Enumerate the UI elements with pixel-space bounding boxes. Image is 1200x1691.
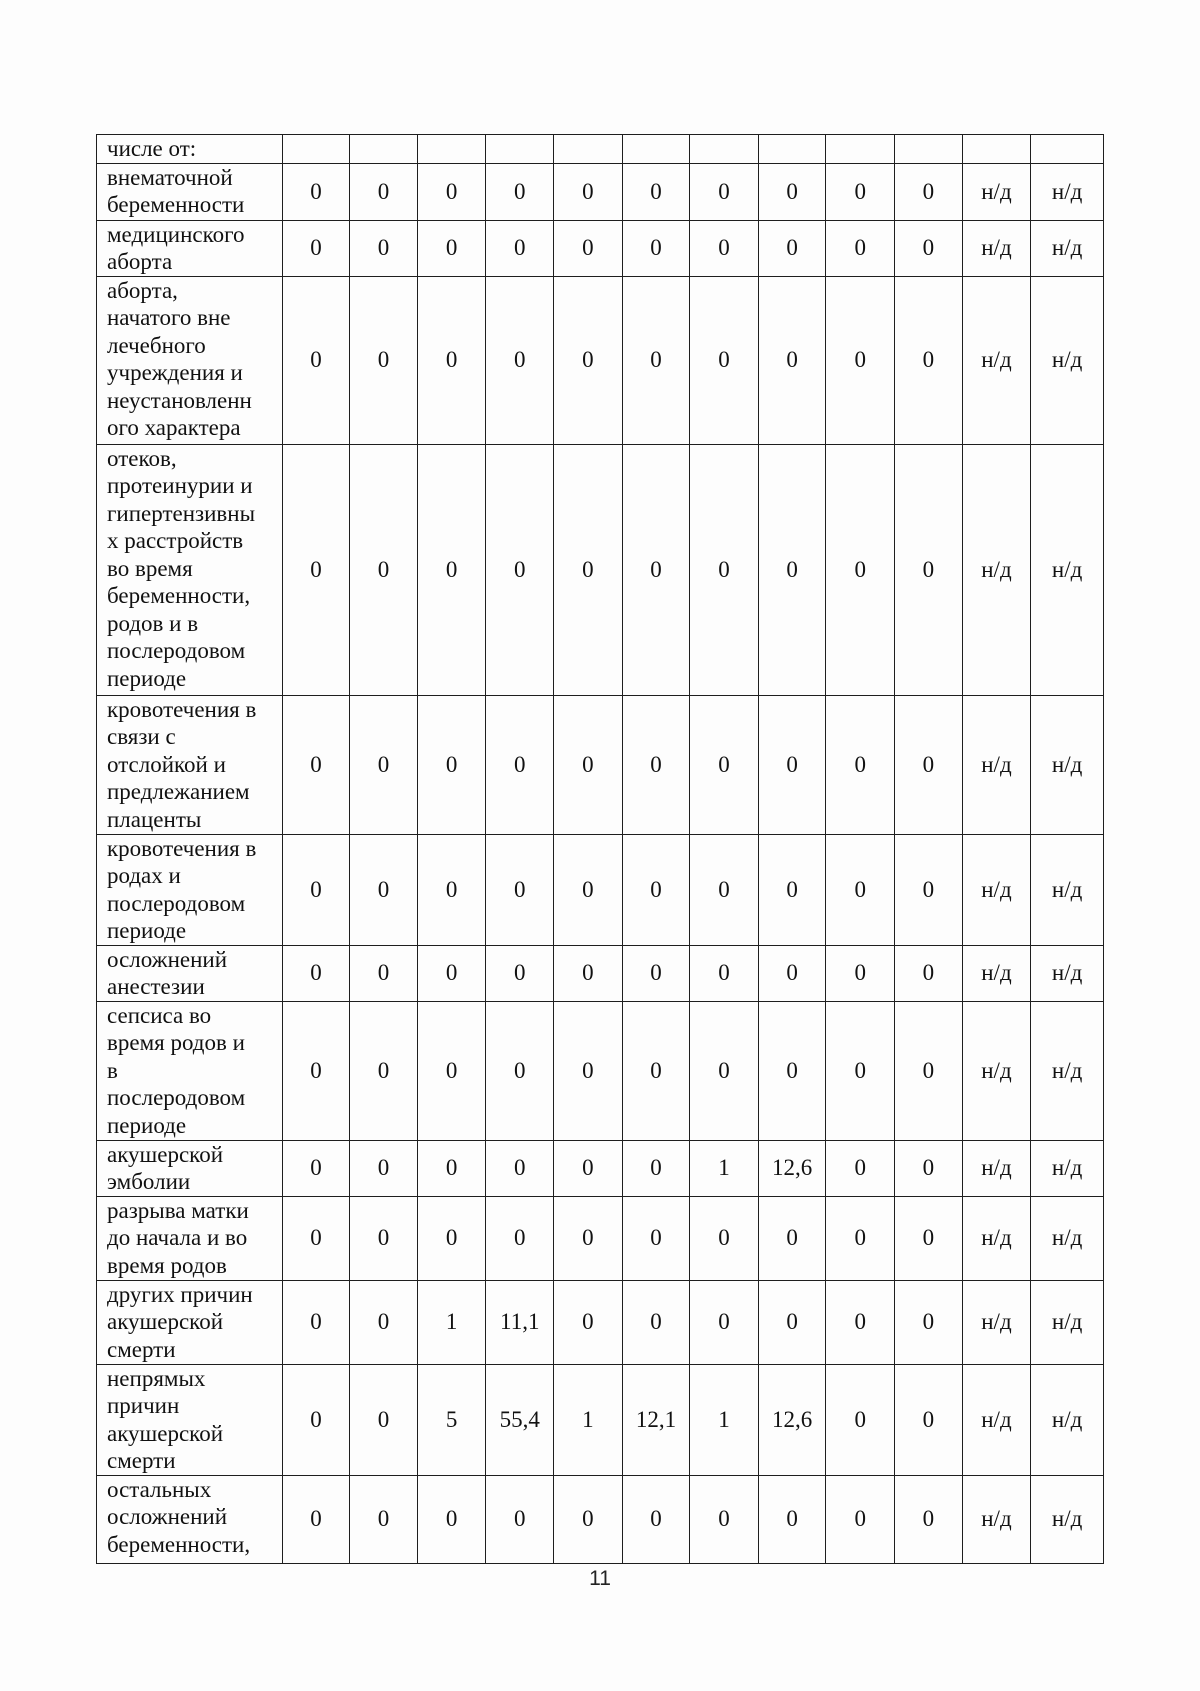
table-cell: 1 bbox=[690, 1364, 759, 1475]
table-cell: 1 bbox=[554, 1364, 623, 1475]
row-label: разрыва матки до начала и во время родов bbox=[97, 1196, 283, 1280]
table-cell: 0 bbox=[417, 1001, 486, 1140]
table-cell: 0 bbox=[622, 444, 690, 695]
table-cell: 0 bbox=[895, 945, 963, 1001]
table-cell: 0 bbox=[690, 834, 759, 945]
table-row bbox=[97, 945, 1104, 1001]
table-cell: 0 bbox=[622, 1196, 690, 1280]
table-cell: 0 bbox=[895, 444, 963, 695]
table-cell: н/д bbox=[962, 220, 1031, 276]
row-label: сепсиса во время родов и в послеродовом периоде bbox=[97, 1001, 283, 1140]
table-cell: 0 bbox=[282, 1140, 350, 1196]
table-row bbox=[97, 834, 1104, 945]
table-cell: 0 bbox=[895, 1475, 963, 1563]
table-cell: н/д bbox=[962, 1280, 1031, 1364]
table-cell: н/д bbox=[962, 695, 1031, 834]
table-cell: 0 bbox=[895, 1140, 963, 1196]
row-label: остальных осложнений беременности, bbox=[97, 1475, 283, 1563]
table-cell: 0 bbox=[895, 1196, 963, 1280]
table-cell: 0 bbox=[690, 1475, 759, 1563]
table-cell: 0 bbox=[622, 834, 690, 945]
table-cell: 0 bbox=[282, 1196, 350, 1280]
table-cell: 0 bbox=[690, 1280, 759, 1364]
table-cell: н/д bbox=[1031, 163, 1104, 220]
table-cell: н/д bbox=[962, 1475, 1031, 1563]
table-cell: 0 bbox=[350, 834, 418, 945]
table-body bbox=[97, 135, 1104, 1564]
table-row bbox=[97, 1140, 1104, 1196]
table-cell: 0 bbox=[417, 1475, 486, 1563]
table-cell: н/д bbox=[1031, 220, 1104, 276]
table-cell bbox=[622, 135, 690, 164]
table-cell: 0 bbox=[350, 1280, 418, 1364]
table-cell: н/д bbox=[962, 276, 1031, 444]
table-cell: 0 bbox=[690, 220, 759, 276]
table-cell: 55,4 bbox=[486, 1364, 554, 1475]
table-cell: 0 bbox=[895, 276, 963, 444]
table-cell: 0 bbox=[486, 1196, 554, 1280]
table-cell: 0 bbox=[350, 1364, 418, 1475]
table-cell: 1 bbox=[417, 1280, 486, 1364]
table-cell: 0 bbox=[826, 945, 895, 1001]
row-label: медицинского аборта bbox=[97, 220, 283, 276]
table-cell: 12,1 bbox=[622, 1364, 690, 1475]
table-cell: 0 bbox=[417, 276, 486, 444]
row-label: непрямых причин акушерской смерти bbox=[97, 1364, 283, 1475]
table-cell: 0 bbox=[826, 1280, 895, 1364]
table-cell: 0 bbox=[758, 276, 826, 444]
table-cell: 0 bbox=[350, 1475, 418, 1563]
table-cell: н/д bbox=[1031, 444, 1104, 695]
table-cell: 0 bbox=[895, 695, 963, 834]
table-cell: 0 bbox=[758, 695, 826, 834]
table-cell: н/д bbox=[962, 1140, 1031, 1196]
table-cell: 0 bbox=[826, 834, 895, 945]
table-cell: 0 bbox=[350, 1140, 418, 1196]
table-cell: 0 bbox=[417, 1196, 486, 1280]
table-row bbox=[97, 444, 1104, 695]
table-cell bbox=[554, 135, 623, 164]
table-cell: н/д bbox=[1031, 1196, 1104, 1280]
table-cell: 0 bbox=[622, 220, 690, 276]
table-cell: 0 bbox=[554, 1196, 623, 1280]
table-cell: 0 bbox=[554, 834, 623, 945]
table-cell: 0 bbox=[895, 1001, 963, 1140]
table-cell: 0 bbox=[486, 163, 554, 220]
table-cell: 0 bbox=[417, 1140, 486, 1196]
table-cell: 0 bbox=[554, 1001, 623, 1140]
table-cell: 0 bbox=[486, 834, 554, 945]
table-cell: 0 bbox=[690, 444, 759, 695]
table-cell: н/д bbox=[962, 834, 1031, 945]
row-label: внематочной беременности bbox=[97, 163, 283, 220]
table-cell: 0 bbox=[895, 834, 963, 945]
page-number: 11 bbox=[589, 1567, 611, 1590]
table-cell: 0 bbox=[622, 1001, 690, 1140]
table-cell: 0 bbox=[350, 1196, 418, 1280]
table-cell: 0 bbox=[622, 1140, 690, 1196]
table-cell: 0 bbox=[417, 220, 486, 276]
table-cell: 0 bbox=[758, 220, 826, 276]
table-cell: 0 bbox=[486, 444, 554, 695]
table-cell: 0 bbox=[350, 220, 418, 276]
row-label: аборта, начатого вне лечебного учреждения и неустановленн ого характера bbox=[97, 276, 283, 444]
table-cell bbox=[1031, 135, 1104, 164]
table-cell: 0 bbox=[690, 1001, 759, 1140]
table-cell: 0 bbox=[622, 945, 690, 1001]
table-cell: 0 bbox=[690, 695, 759, 834]
table-row bbox=[97, 1280, 1104, 1364]
table-cell: 0 bbox=[350, 695, 418, 834]
table-cell: 0 bbox=[486, 945, 554, 1001]
table-cell: 0 bbox=[826, 444, 895, 695]
table-cell: 0 bbox=[282, 834, 350, 945]
table-row bbox=[97, 1364, 1104, 1475]
table-cell bbox=[758, 135, 826, 164]
table-cell: н/д bbox=[1031, 1280, 1104, 1364]
table-cell: 0 bbox=[895, 220, 963, 276]
table-cell: 11,1 bbox=[486, 1280, 554, 1364]
table-cell: н/д bbox=[962, 444, 1031, 695]
table-cell: 0 bbox=[350, 1001, 418, 1140]
table-cell: 0 bbox=[350, 276, 418, 444]
table-cell bbox=[690, 135, 759, 164]
table-cell: 0 bbox=[554, 1140, 623, 1196]
table-cell: 0 bbox=[417, 163, 486, 220]
table-cell: 0 bbox=[690, 163, 759, 220]
table-cell: 0 bbox=[826, 1140, 895, 1196]
table-cell bbox=[350, 135, 418, 164]
table-row bbox=[97, 695, 1104, 834]
table-cell: 0 bbox=[350, 163, 418, 220]
table-cell: 1 bbox=[690, 1140, 759, 1196]
table-cell: 0 bbox=[282, 1001, 350, 1140]
table-cell bbox=[895, 135, 963, 164]
table-row bbox=[97, 163, 1104, 220]
table-cell: 0 bbox=[690, 1196, 759, 1280]
table-cell: 0 bbox=[486, 220, 554, 276]
table-cell: 0 bbox=[486, 1475, 554, 1563]
row-label: акушерской эмболии bbox=[97, 1140, 283, 1196]
table-cell: н/д bbox=[1031, 1140, 1104, 1196]
table-cell: 0 bbox=[282, 1475, 350, 1563]
table-cell: 12,6 bbox=[758, 1364, 826, 1475]
table-cell: 0 bbox=[417, 945, 486, 1001]
table-cell: 0 bbox=[758, 163, 826, 220]
row-label: кровотечения в связи с отслойкой и предлежанием плаценты bbox=[97, 695, 283, 834]
table-cell: н/д bbox=[1031, 276, 1104, 444]
table-cell: 0 bbox=[758, 834, 826, 945]
table-cell: 0 bbox=[622, 1280, 690, 1364]
table-cell: н/д bbox=[1031, 1001, 1104, 1140]
table-cell: 0 bbox=[282, 695, 350, 834]
table-row bbox=[97, 276, 1104, 444]
table-cell: 0 bbox=[826, 695, 895, 834]
table-cell: н/д bbox=[962, 945, 1031, 1001]
table-cell: 0 bbox=[622, 1475, 690, 1563]
table-cell: 0 bbox=[554, 1280, 623, 1364]
table-cell: 0 bbox=[758, 1001, 826, 1140]
table-row bbox=[97, 1475, 1104, 1563]
table-cell: н/д bbox=[1031, 1475, 1104, 1563]
table-cell: 0 bbox=[826, 1364, 895, 1475]
table-cell bbox=[826, 135, 895, 164]
table-cell: 0 bbox=[554, 945, 623, 1001]
table-cell: 0 bbox=[826, 1475, 895, 1563]
table-cell: 12,6 bbox=[758, 1140, 826, 1196]
table-cell: 0 bbox=[282, 444, 350, 695]
table-cell: 0 bbox=[758, 945, 826, 1001]
table-cell: 0 bbox=[554, 220, 623, 276]
table-cell: н/д bbox=[962, 1001, 1031, 1140]
table-cell: 0 bbox=[826, 1001, 895, 1140]
table-cell: 0 bbox=[895, 1280, 963, 1364]
row-label: отеков, протеинурии и гипертензивны х расстройств во время беременности, родов и в послеродовом периоде bbox=[97, 444, 283, 695]
table-cell: 0 bbox=[826, 220, 895, 276]
table-cell: 0 bbox=[486, 276, 554, 444]
table-cell bbox=[962, 135, 1031, 164]
table-cell: 0 bbox=[758, 1196, 826, 1280]
table-cell bbox=[486, 135, 554, 164]
row-label: кровотечения в родах и послеродовом периоде bbox=[97, 834, 283, 945]
table-cell: 0 bbox=[417, 444, 486, 695]
row-label: числе от: bbox=[97, 135, 283, 164]
table-cell: 0 bbox=[282, 1364, 350, 1475]
table-cell: 0 bbox=[486, 695, 554, 834]
table-cell: 0 bbox=[417, 695, 486, 834]
table-cell: н/д bbox=[1031, 945, 1104, 1001]
table-cell: н/д bbox=[1031, 834, 1104, 945]
table-cell: 0 bbox=[826, 276, 895, 444]
table-cell: 5 bbox=[417, 1364, 486, 1475]
table-cell: 0 bbox=[895, 163, 963, 220]
table-cell: 0 bbox=[690, 276, 759, 444]
table-cell: 0 bbox=[486, 1001, 554, 1140]
row-label: осложнений анестезии bbox=[97, 945, 283, 1001]
table-cell: 0 bbox=[758, 1475, 826, 1563]
table-cell: 0 bbox=[690, 945, 759, 1001]
table-cell: н/д bbox=[962, 163, 1031, 220]
row-label: других причин акушерской смерти bbox=[97, 1280, 283, 1364]
table-cell: 0 bbox=[282, 1280, 350, 1364]
table-cell: 0 bbox=[554, 1475, 623, 1563]
table-cell: 0 bbox=[826, 163, 895, 220]
table-cell: 0 bbox=[282, 945, 350, 1001]
table-cell bbox=[417, 135, 486, 164]
table-cell: н/д bbox=[1031, 695, 1104, 834]
table-cell: 0 bbox=[554, 444, 623, 695]
table-cell: 0 bbox=[282, 220, 350, 276]
table-cell: 0 bbox=[554, 695, 623, 834]
table-cell: 0 bbox=[282, 163, 350, 220]
table-cell: 0 bbox=[895, 1364, 963, 1475]
table-cell: 0 bbox=[622, 163, 690, 220]
table-cell: 0 bbox=[622, 695, 690, 834]
mortality-table bbox=[96, 134, 1104, 1564]
table-cell: 0 bbox=[350, 945, 418, 1001]
table-cell: 0 bbox=[554, 163, 623, 220]
table-cell bbox=[282, 135, 350, 164]
table-cell: 0 bbox=[350, 444, 418, 695]
table-cell: 0 bbox=[486, 1140, 554, 1196]
table-cell: 0 bbox=[554, 276, 623, 444]
table-row bbox=[97, 135, 1104, 164]
table-cell: н/д bbox=[962, 1364, 1031, 1475]
table-cell: 0 bbox=[622, 276, 690, 444]
table-cell: 0 bbox=[758, 444, 826, 695]
table-cell: 0 bbox=[417, 834, 486, 945]
table-row bbox=[97, 1001, 1104, 1140]
table-cell: 0 bbox=[758, 1280, 826, 1364]
table-cell: 0 bbox=[826, 1196, 895, 1280]
table-cell: н/д bbox=[962, 1196, 1031, 1280]
table-cell: н/д bbox=[1031, 1364, 1104, 1475]
table-row bbox=[97, 220, 1104, 276]
table-row bbox=[97, 1196, 1104, 1280]
table-cell: 0 bbox=[282, 276, 350, 444]
